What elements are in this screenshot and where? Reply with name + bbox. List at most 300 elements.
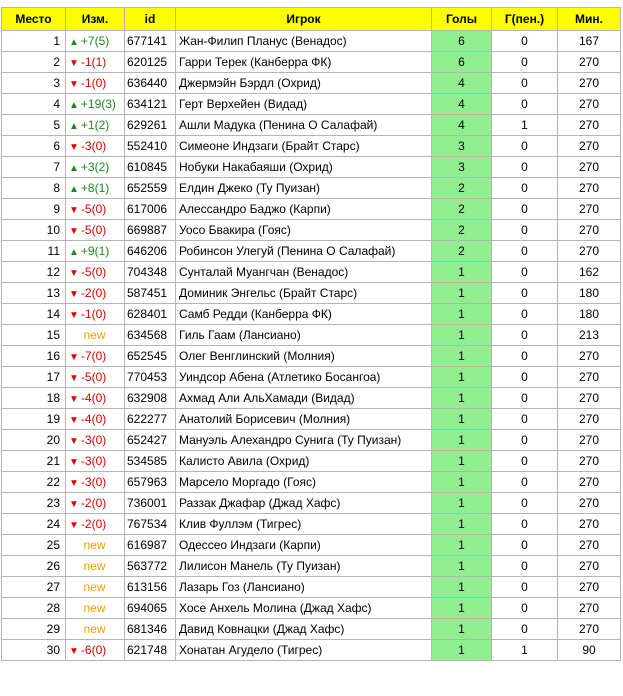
place-cell: 30: [2, 640, 66, 661]
table-row[interactable]: [2, 178, 621, 199]
goals-cell: 1: [432, 535, 492, 556]
table-row[interactable]: [2, 52, 621, 73]
goals-cell: 1: [432, 493, 492, 514]
place-cell: 14: [2, 304, 66, 325]
player-id-cell: 767534: [125, 514, 176, 535]
player-id-cell: 694065: [125, 598, 176, 619]
change-value: -3(0): [80, 475, 107, 489]
goals-cell: 1: [432, 367, 492, 388]
player-name-cell[interactable]: Елдин Джеко (Ту Пуизан): [176, 178, 432, 199]
minutes-cell: 270: [558, 136, 621, 157]
change-cell: [66, 367, 125, 388]
player-name-cell[interactable]: Уосо Бвакира (Гояс): [176, 220, 432, 241]
player-id-cell: 563772: [125, 556, 176, 577]
penalty-goals-cell: 0: [492, 178, 558, 199]
player-name-cell[interactable]: Герт Верхейен (Видад): [176, 94, 432, 115]
penalty-goals-cell: 0: [492, 325, 558, 346]
player-name-cell[interactable]: Уиндсор Абена (Атлетико Босангоа): [176, 367, 432, 388]
player-name-cell[interactable]: Самб Редди (Канберра ФК): [176, 304, 432, 325]
table-row[interactable]: [2, 535, 621, 556]
player-id-cell: 646206: [125, 241, 176, 262]
minutes-cell: 270: [558, 409, 621, 430]
goals-cell: 2: [432, 241, 492, 262]
player-id-cell: 629261: [125, 115, 176, 136]
change-value: -2(0): [80, 496, 107, 510]
penalty-goals-cell: 0: [492, 556, 558, 577]
goals-cell: 1: [432, 451, 492, 472]
player-id-cell: 681346: [125, 619, 176, 640]
change-cell: [66, 514, 125, 535]
arrow-up-icon: ▲: [69, 121, 79, 132]
minutes-cell: 270: [558, 619, 621, 640]
table-row[interactable]: [2, 619, 621, 640]
goals-cell: 6: [432, 52, 492, 73]
table-row[interactable]: [2, 514, 621, 535]
table-row[interactable]: [2, 115, 621, 136]
change-cell: [66, 283, 125, 304]
change-cell: [66, 388, 125, 409]
penalty-goals-cell: 0: [492, 31, 558, 52]
player-name-cell[interactable]: Давид Ковнацки (Джад Хафс): [176, 619, 432, 640]
change-value: -3(0): [80, 433, 107, 447]
arrow-down-icon: ▼: [69, 394, 79, 405]
new-entry-label: new: [83, 538, 106, 552]
table-row[interactable]: [2, 367, 621, 388]
change-cell: [66, 241, 125, 262]
change-cell: [66, 472, 125, 493]
penalty-goals-cell: 0: [492, 451, 558, 472]
player-id-cell: 634568: [125, 325, 176, 346]
header-player[interactable]: Игрок: [176, 8, 432, 31]
table-row[interactable]: [2, 409, 621, 430]
header-id[interactable]: id: [125, 8, 176, 31]
player-id-cell: 657963: [125, 472, 176, 493]
penalty-goals-cell: 0: [492, 598, 558, 619]
table-row[interactable]: [2, 241, 621, 262]
table-row[interactable]: [2, 493, 621, 514]
player-name-cell[interactable]: Робинсон Улегуй (Пенина О Салафай): [176, 241, 432, 262]
place-cell: 26: [2, 556, 66, 577]
change-cell: [66, 451, 125, 472]
player-name-cell[interactable]: Гиль Гаам (Лансиано): [176, 325, 432, 346]
minutes-cell: 270: [558, 199, 621, 220]
minutes-cell: 90: [558, 640, 621, 661]
penalty-goals-cell: 0: [492, 283, 558, 304]
minutes-cell: 270: [558, 52, 621, 73]
table-row[interactable]: [2, 556, 621, 577]
place-cell: 3: [2, 73, 66, 94]
place-cell: 12: [2, 262, 66, 283]
change-value: -2(0): [80, 517, 107, 531]
arrow-down-icon: ▼: [69, 436, 79, 447]
minutes-cell: 270: [558, 535, 621, 556]
arrow-up-icon: ▲: [69, 184, 79, 195]
place-cell: 7: [2, 157, 66, 178]
table-row[interactable]: [2, 325, 621, 346]
goals-cell: 1: [432, 409, 492, 430]
change-cell: [66, 556, 125, 577]
minutes-cell: 213: [558, 325, 621, 346]
change-value: +1(2): [80, 118, 110, 132]
penalty-goals-cell: 0: [492, 514, 558, 535]
place-cell: 13: [2, 283, 66, 304]
arrow-down-icon: ▼: [69, 226, 79, 237]
penalty-goals-cell: 0: [492, 52, 558, 73]
table-row[interactable]: [2, 346, 621, 367]
minutes-cell: 270: [558, 577, 621, 598]
header-place[interactable]: Место: [2, 8, 66, 31]
player-name-cell[interactable]: Клив Фуллэм (Тигрес): [176, 514, 432, 535]
goals-cell: 1: [432, 640, 492, 661]
penalty-goals-cell: 1: [492, 640, 558, 661]
change-value: -3(0): [80, 139, 107, 153]
table-row[interactable]: [2, 94, 621, 115]
change-cell: [66, 325, 125, 346]
penalty-goals-cell: 0: [492, 157, 558, 178]
scorers-table: [1, 7, 621, 661]
table-row[interactable]: [2, 73, 621, 94]
goals-cell: 6: [432, 31, 492, 52]
change-cell: [66, 199, 125, 220]
minutes-cell: 270: [558, 367, 621, 388]
goals-cell: 1: [432, 346, 492, 367]
arrow-down-icon: ▼: [69, 499, 79, 510]
change-cell: [66, 262, 125, 283]
place-cell: 29: [2, 619, 66, 640]
change-cell: [66, 73, 125, 94]
table-row[interactable]: [2, 136, 621, 157]
minutes-cell: 270: [558, 493, 621, 514]
player-name-cell[interactable]: Калисто Авила (Охрид): [176, 451, 432, 472]
change-cell: [66, 31, 125, 52]
place-cell: 2: [2, 52, 66, 73]
change-value: -1(1): [80, 55, 107, 69]
goals-cell: 2: [432, 199, 492, 220]
new-entry-label: new: [83, 559, 106, 573]
table-row[interactable]: [2, 577, 621, 598]
player-id-cell: 552410: [125, 136, 176, 157]
penalty-goals-cell: 0: [492, 577, 558, 598]
arrow-down-icon: ▼: [69, 646, 79, 657]
player-name-cell[interactable]: Хонатан Агудело (Тигрес): [176, 640, 432, 661]
place-cell: 21: [2, 451, 66, 472]
change-value: +3(2): [80, 160, 110, 174]
minutes-cell: 270: [558, 388, 621, 409]
goals-cell: 1: [432, 556, 492, 577]
minutes-cell: 167: [558, 31, 621, 52]
minutes-cell: 180: [558, 283, 621, 304]
change-value: -2(0): [80, 286, 107, 300]
place-cell: 1: [2, 31, 66, 52]
player-id-cell: 620125: [125, 52, 176, 73]
player-id-cell: 634121: [125, 94, 176, 115]
player-name-cell[interactable]: Одессео Индзаги (Карпи): [176, 535, 432, 556]
change-cell: [66, 493, 125, 514]
new-entry-label: new: [83, 601, 106, 615]
minutes-cell: 270: [558, 598, 621, 619]
change-cell: [66, 535, 125, 556]
penalty-goals-cell: 0: [492, 304, 558, 325]
goals-cell: 2: [432, 220, 492, 241]
player-id-cell: 636440: [125, 73, 176, 94]
place-cell: 11: [2, 241, 66, 262]
minutes-cell: 270: [558, 94, 621, 115]
player-id-cell: 677141: [125, 31, 176, 52]
change-value: -1(0): [80, 76, 107, 90]
place-cell: 6: [2, 136, 66, 157]
arrow-up-icon: ▲: [69, 163, 79, 174]
change-cell: [66, 346, 125, 367]
place-cell: 8: [2, 178, 66, 199]
change-cell: [66, 640, 125, 661]
player-name-cell[interactable]: Доминик Энгельс (Брайт Старс): [176, 283, 432, 304]
penalty-goals-cell: 0: [492, 94, 558, 115]
change-value: -3(0): [80, 454, 107, 468]
change-value: -4(0): [80, 391, 107, 405]
place-cell: 9: [2, 199, 66, 220]
minutes-cell: 270: [558, 451, 621, 472]
penalty-goals-cell: 0: [492, 472, 558, 493]
player-name-cell[interactable]: Лилисон Манель (Ту Пуизан): [176, 556, 432, 577]
goals-cell: 4: [432, 94, 492, 115]
place-cell: 10: [2, 220, 66, 241]
arrow-down-icon: ▼: [69, 310, 79, 321]
arrow-down-icon: ▼: [69, 142, 79, 153]
arrow-down-icon: ▼: [69, 79, 79, 90]
player-id-cell: 617006: [125, 199, 176, 220]
goals-cell: 1: [432, 598, 492, 619]
arrow-down-icon: ▼: [69, 478, 79, 489]
arrow-down-icon: ▼: [69, 268, 79, 279]
change-cell: [66, 598, 125, 619]
player-name-cell[interactable]: Симеоне Индзаги (Брайт Старс): [176, 136, 432, 157]
arrow-down-icon: ▼: [69, 205, 79, 216]
arrow-down-icon: ▼: [69, 352, 79, 363]
place-cell: 4: [2, 94, 66, 115]
player-id-cell: 621748: [125, 640, 176, 661]
minutes-cell: 270: [558, 178, 621, 199]
place-cell: 22: [2, 472, 66, 493]
change-cell: [66, 94, 125, 115]
player-name-cell[interactable]: Жан-Филип Планус (Венадос): [176, 31, 432, 52]
player-name-cell[interactable]: Лазарь Гоз (Лансиано): [176, 577, 432, 598]
new-entry-label: new: [83, 328, 106, 342]
arrow-down-icon: ▼: [69, 373, 79, 384]
minutes-cell: 162: [558, 262, 621, 283]
minutes-cell: 270: [558, 73, 621, 94]
penalty-goals-cell: 0: [492, 346, 558, 367]
penalty-goals-cell: 0: [492, 619, 558, 640]
minutes-cell: 270: [558, 346, 621, 367]
change-cell: [66, 430, 125, 451]
player-name-cell[interactable]: Сунталай Муангчан (Венадос): [176, 262, 432, 283]
new-entry-label: new: [83, 580, 106, 594]
goals-cell: 1: [432, 388, 492, 409]
change-value: -5(0): [80, 370, 107, 384]
place-cell: 24: [2, 514, 66, 535]
table-row[interactable]: [2, 157, 621, 178]
goals-cell: 1: [432, 472, 492, 493]
place-cell: 18: [2, 388, 66, 409]
minutes-cell: 270: [558, 556, 621, 577]
arrow-down-icon: ▼: [69, 457, 79, 468]
table-row[interactable]: [2, 31, 621, 52]
player-id-cell: 736001: [125, 493, 176, 514]
penalty-goals-cell: 1: [492, 115, 558, 136]
change-cell: [66, 409, 125, 430]
change-cell: [66, 304, 125, 325]
table-row[interactable]: [2, 304, 621, 325]
goals-cell: 1: [432, 325, 492, 346]
arrow-up-icon: ▲: [69, 100, 79, 111]
goals-cell: 3: [432, 157, 492, 178]
arrow-down-icon: ▼: [69, 58, 79, 69]
header-minutes[interactable]: Мин.: [558, 8, 621, 31]
player-id-cell: 610845: [125, 157, 176, 178]
change-cell: [66, 220, 125, 241]
player-name-cell[interactable]: Раззак Джафар (Джад Хафс): [176, 493, 432, 514]
penalty-goals-cell: 0: [492, 262, 558, 283]
place-cell: 28: [2, 598, 66, 619]
place-cell: 5: [2, 115, 66, 136]
player-name-cell[interactable]: Олег Венглинский (Молния): [176, 346, 432, 367]
penalty-goals-cell: 0: [492, 388, 558, 409]
penalty-goals-cell: 0: [492, 367, 558, 388]
arrow-down-icon: ▼: [69, 520, 79, 531]
table-row[interactable]: [2, 262, 621, 283]
header-change[interactable]: Изм.: [66, 8, 125, 31]
goals-cell: 1: [432, 430, 492, 451]
place-cell: 27: [2, 577, 66, 598]
table-body: [2, 31, 621, 661]
table-row[interactable]: [2, 220, 621, 241]
place-cell: 17: [2, 367, 66, 388]
minutes-cell: 180: [558, 304, 621, 325]
penalty-goals-cell: 0: [492, 430, 558, 451]
change-value: +9(1): [80, 244, 110, 258]
change-cell: [66, 178, 125, 199]
goals-cell: 1: [432, 262, 492, 283]
goals-cell: 1: [432, 283, 492, 304]
goals-cell: 4: [432, 115, 492, 136]
player-id-cell: 622277: [125, 409, 176, 430]
player-name-cell[interactable]: Марсело Моргадо (Гояс): [176, 472, 432, 493]
penalty-goals-cell: 0: [492, 241, 558, 262]
minutes-cell: 270: [558, 115, 621, 136]
goals-cell: 2: [432, 178, 492, 199]
change-cell: [66, 115, 125, 136]
penalty-goals-cell: 0: [492, 220, 558, 241]
change-cell: [66, 136, 125, 157]
place-cell: 15: [2, 325, 66, 346]
table-row[interactable]: [2, 388, 621, 409]
minutes-cell: 270: [558, 430, 621, 451]
change-cell: [66, 157, 125, 178]
penalty-goals-cell: 0: [492, 535, 558, 556]
change-value: -7(0): [80, 349, 107, 363]
table-row[interactable]: [2, 451, 621, 472]
arrow-up-icon: ▲: [69, 247, 79, 258]
minutes-cell: 270: [558, 157, 621, 178]
header-goals[interactable]: Голы: [432, 8, 492, 31]
new-entry-label: new: [83, 622, 106, 636]
player-id-cell: 652427: [125, 430, 176, 451]
goals-cell: 1: [432, 304, 492, 325]
arrow-down-icon: ▼: [69, 289, 79, 300]
change-value: +8(1): [80, 181, 110, 195]
table-row[interactable]: [2, 430, 621, 451]
goals-cell: 4: [432, 73, 492, 94]
arrow-down-icon: ▼: [69, 415, 79, 426]
player-name-cell[interactable]: Ашли Мадука (Пенина О Салафай): [176, 115, 432, 136]
minutes-cell: 270: [558, 514, 621, 535]
goals-cell: 1: [432, 619, 492, 640]
place-cell: 16: [2, 346, 66, 367]
goals-cell: 3: [432, 136, 492, 157]
table-row[interactable]: [2, 199, 621, 220]
player-id-cell: 704348: [125, 262, 176, 283]
place-cell: 20: [2, 430, 66, 451]
penalty-goals-cell: 0: [492, 73, 558, 94]
change-value: -4(0): [80, 412, 107, 426]
change-value: +7(5): [80, 34, 110, 48]
change-value: -5(0): [80, 202, 107, 216]
change-value: +19(3): [80, 97, 116, 111]
player-id-cell: 669887: [125, 220, 176, 241]
place-cell: 23: [2, 493, 66, 514]
minutes-cell: 270: [558, 220, 621, 241]
change-value: -5(0): [80, 223, 107, 237]
change-value: -5(0): [80, 265, 107, 279]
player-id-cell: 534585: [125, 451, 176, 472]
player-id-cell: 616987: [125, 535, 176, 556]
penalty-goals-cell: 0: [492, 199, 558, 220]
player-name-cell[interactable]: Мануэль Алехандро Сунига (Ту Пуизан): [176, 430, 432, 451]
table-row[interactable]: [2, 598, 621, 619]
minutes-cell: 270: [558, 241, 621, 262]
player-name-cell[interactable]: Анатолий Борисевич (Молния): [176, 409, 432, 430]
penalty-goals-cell: 0: [492, 409, 558, 430]
player-id-cell: 587451: [125, 283, 176, 304]
player-name-cell[interactable]: Нобуки Накабаяши (Охрид): [176, 157, 432, 178]
table-row[interactable]: [2, 640, 621, 661]
place-cell: 19: [2, 409, 66, 430]
arrow-up-icon: ▲: [69, 37, 79, 48]
player-name-cell[interactable]: Алессандро Баджо (Карпи): [176, 199, 432, 220]
penalty-goals-cell: 0: [492, 493, 558, 514]
table-row[interactable]: [2, 283, 621, 304]
change-cell: [66, 52, 125, 73]
player-name-cell[interactable]: Гарри Терек (Канберра ФК): [176, 52, 432, 73]
change-cell: [66, 619, 125, 640]
player-name-cell[interactable]: Хосе Анхель Молина (Джад Хафс): [176, 598, 432, 619]
player-id-cell: 652545: [125, 346, 176, 367]
player-name-cell[interactable]: Джермэйн Бэрдл (Охрид): [176, 73, 432, 94]
player-id-cell: 628401: [125, 304, 176, 325]
change-cell: [66, 577, 125, 598]
minutes-cell: 270: [558, 472, 621, 493]
player-id-cell: 613156: [125, 577, 176, 598]
penalty-goals-cell: 0: [492, 136, 558, 157]
player-name-cell[interactable]: Ахмад Али АльХамади (Видад): [176, 388, 432, 409]
change-value: -6(0): [80, 643, 107, 657]
header-penalties[interactable]: Г(пен.): [492, 8, 558, 31]
header-row: [2, 8, 621, 31]
table-row[interactable]: [2, 472, 621, 493]
player-id-cell: 770453: [125, 367, 176, 388]
player-id-cell: 632908: [125, 388, 176, 409]
player-id-cell: 652559: [125, 178, 176, 199]
